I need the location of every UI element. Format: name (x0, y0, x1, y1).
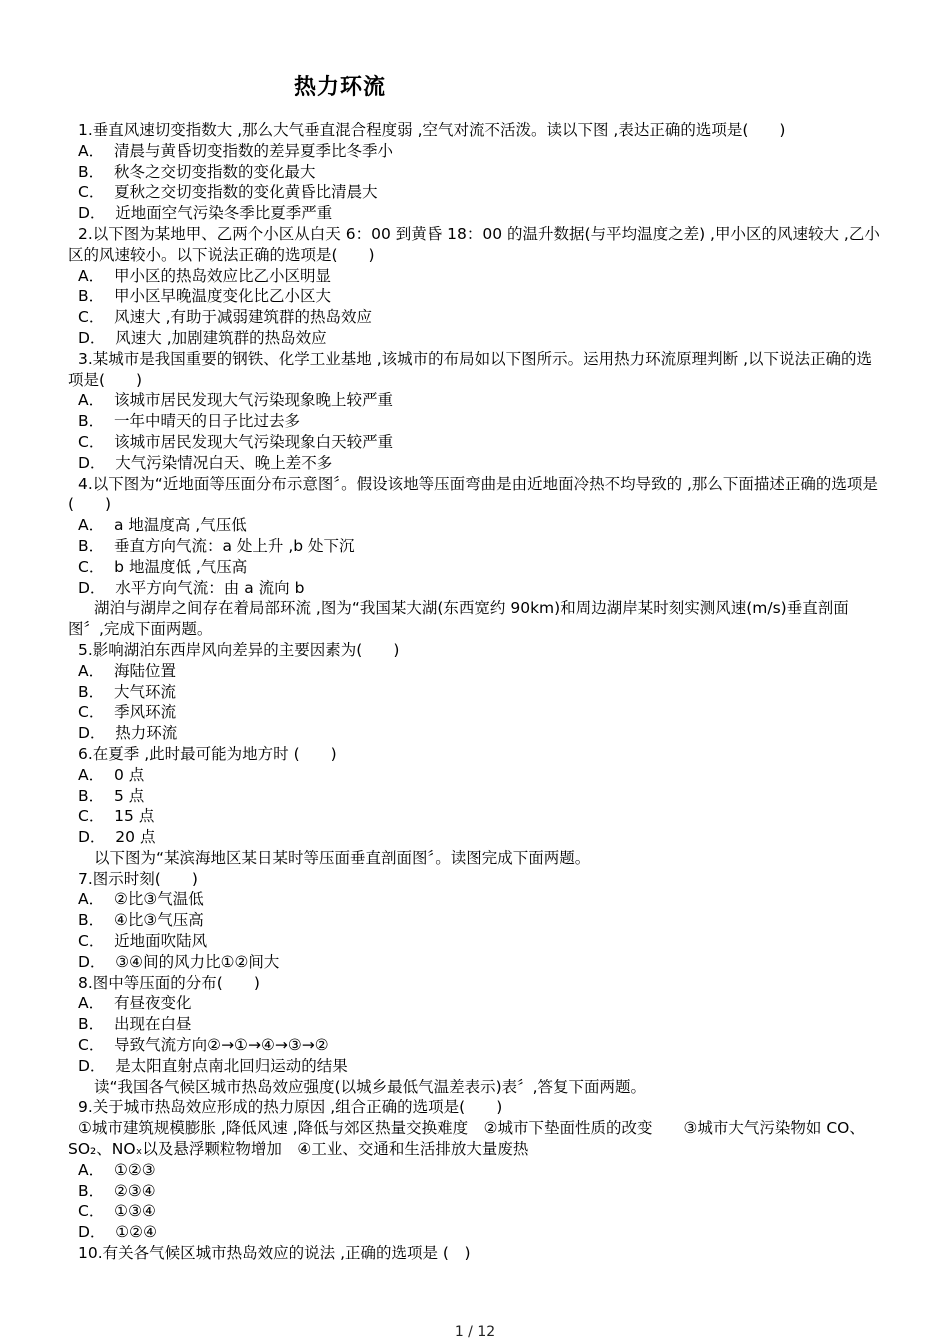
answer-option: C． 风速大 ,有助于减弱建筑群的热岛效应 (78, 308, 373, 327)
question: 2.以下图为某地甲、乙两个小区从白天 6：00 到黄昏 18：00 的温升数据(与平均温度之差) ,甲小区的风速较大 ,乙小区的风速较小。以下说法正确的选项是( ) (68, 224, 880, 264)
answer-option: B． 5 点 (78, 786, 145, 805)
answer-option: B． 出现在白昼 (78, 1015, 192, 1034)
answer-option: D． 大气污染情况白天、晚上差不多 (78, 453, 333, 472)
answer-option: C． 该城市居民发现大气污染现象白天较严重 (78, 432, 394, 451)
question: 1.垂直风速切变指数大 ,那么大气垂直混合程度弱 ,空气对流不活泼。读以下图 ,表达正确的选项是( ) (78, 121, 786, 139)
answer-option: C． 季风环流 (78, 703, 177, 722)
answer-option: C． 导致气流方向②→①→④→③→② (78, 1036, 329, 1055)
answer-option: B． ④比③气压高 (78, 911, 204, 930)
question: 4.以下图为“近地面等压面分布示意图〞。假设该地等压面弯曲是由近地面冷热不均导致的 ,那么下面描述正确的选项是( ) (68, 474, 878, 514)
answer-option: D． 近地面空气污染冬季比夏季严重 (78, 204, 333, 223)
answer-option: A． 有昼夜变化 (78, 994, 192, 1013)
answer-option: A． ①②③ (78, 1160, 156, 1179)
answer-option: A． ②比③气温低 (78, 890, 204, 909)
answer-option: C． 夏秋之交切变指数的变化黄昏比清晨大 (78, 183, 378, 202)
answer-option: A． a 地温度高 ,气压低 (78, 516, 247, 535)
section-intro: 读“我国各气候区城市热岛效应强度(以城乡最低气温差表示)表〞,答复下面两题。 (94, 1077, 647, 1096)
answer-option: B． 秋冬之交切变指数的变化最大 (78, 162, 316, 181)
answer-option: C． b 地温度低 ,气压高 (78, 557, 248, 576)
question: 5.影响湖泊东西岸风向差异的主要因素为( ) (78, 640, 400, 659)
answer-option: A． 0 点 (78, 765, 145, 784)
answer-option: D． 20 点 (78, 828, 156, 847)
document-body (68, 120, 884, 1264)
question: 10.有关各气候区城市热岛效应的说法 ,正确的选项是 ( ) (78, 1244, 471, 1263)
answer-option: C． 近地面吹陆风 (78, 932, 208, 951)
answer-option: A． 清晨与黄昏切变指数的差异夏季比冬季小 (78, 141, 393, 160)
section-intro: 湖泊与湖岸之间存在着局部环流 ,图为“我国某大湖(东西宽约 90km)和周边湖岸某时刻实测风速(m/s)垂直剖面图〞,完成下面两题。 (68, 599, 849, 639)
answer-option: A． 该城市居民发现大气污染现象晚上较严重 (78, 391, 393, 410)
statement-list: ①城市建筑规模膨胀 ,降低风速 ,降低与郊区热量交换难度 ②城市下垫面性质的改变 ③城市大气污染物如 CO、SO₂、NOₓ以及悬浮颗粒物增加 ④工业、交通和生活排放大量废热 (68, 1119, 865, 1159)
answer-option: B． ②③④ (78, 1181, 156, 1200)
answer-option: D． 水平方向气流：由 a 流向 b (78, 578, 305, 597)
answer-option: D． ①②④ (78, 1223, 157, 1242)
answer-option: C． ①③④ (78, 1202, 156, 1221)
answer-option: A． 海陆位置 (78, 661, 176, 680)
question: 6.在夏季 ,此时最可能为地方时 ( ) (78, 744, 337, 763)
section-intro: 以下图为“某滨海地区某日某时等压面垂直剖面图〞。读图完成下面两题。 (94, 848, 591, 867)
answer-option: B． 垂直方向气流：a 处上升 ,b 处下沉 (78, 536, 355, 555)
answer-option: D． 风速大 ,加剧建筑群的热岛效应 (78, 328, 327, 347)
page-title: 热力环流 (293, 75, 386, 100)
answer-option: C． 15 点 (78, 807, 155, 826)
question: 7.图示时刻( ) (78, 869, 198, 888)
answer-option: D． 是太阳直射点南北回归运动的结果 (78, 1056, 348, 1075)
answer-option: D． ③④间的风力比①②间大 (78, 952, 280, 971)
answer-option: B． 一年中晴天的日子比过去多 (78, 412, 300, 431)
question: 3.某城市是我国重要的钢铁、化学工业基地 ,该城市的布局如以下图所示。运用热力环流原理判断 ,以下说法正确的选项是( ) (68, 349, 873, 389)
answer-option: A． 甲小区的热岛效应比乙小区明显 (78, 266, 331, 285)
answer-option: D． 热力环流 (78, 724, 178, 743)
answer-option: B． 甲小区早晚温度变化比乙小区大 (78, 287, 331, 306)
question: 9.关于城市热岛效应形成的热力原因 ,组合正确的选项是( ) (78, 1098, 503, 1117)
answer-option: B． 大气环流 (78, 682, 176, 701)
question: 8.图中等压面的分布( ) (78, 973, 260, 992)
page-number: 1 / 12 (454, 1324, 496, 1340)
